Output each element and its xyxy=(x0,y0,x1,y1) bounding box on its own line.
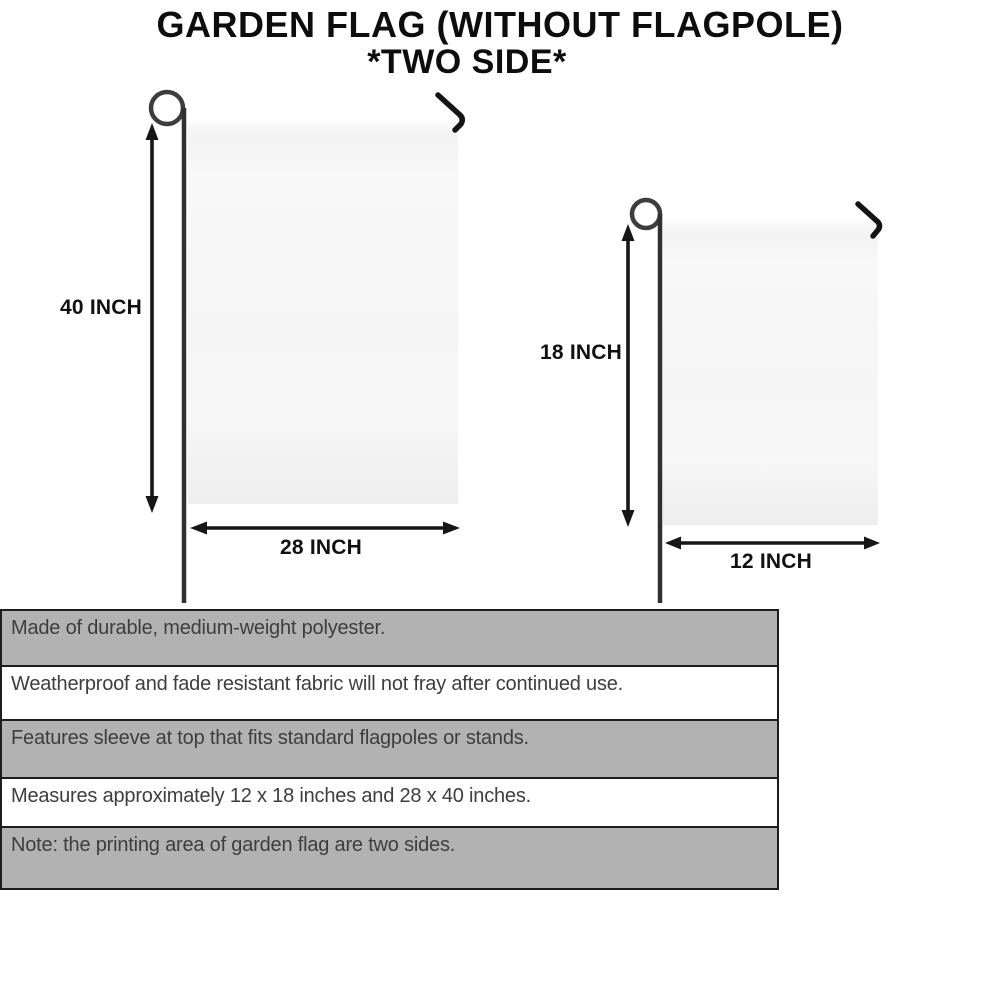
title-line-1: GARDEN FLAG (WITHOUT FLAGPOLE) xyxy=(156,4,844,45)
page-title xyxy=(0,6,1000,80)
small-flag-width-label: 12 INCH xyxy=(730,550,812,573)
large-width-arrow-right-icon xyxy=(443,522,460,535)
large-width-arrow-left-icon xyxy=(190,522,207,535)
title-line-2: *TWO SIDE* xyxy=(367,43,567,81)
small-flag-height-label: 18 INCH xyxy=(540,341,622,364)
spec-row-text: Weatherproof and fade resistant fabric will not fray after continued use. xyxy=(11,673,624,695)
spec-row-text: Measures approximately 12 x 18 inches and 28 x 40 inches. xyxy=(11,785,532,807)
spec-row-note xyxy=(2,826,777,888)
small-pole-loop-icon xyxy=(632,200,660,228)
spec-row-text: Features sleeve at top that fits standard flagpoles or stands. xyxy=(11,727,529,749)
spec-row-text: Note: the printing area of garden flag are two sides. xyxy=(11,834,456,856)
spec-row-material xyxy=(2,611,777,665)
large-flag-width-label: 28 INCH xyxy=(280,536,362,559)
large-flag-preview xyxy=(188,122,458,504)
small-height-arrow-top-icon xyxy=(622,224,635,241)
large-pole-loop-icon xyxy=(151,92,183,124)
spec-row-weatherproof xyxy=(2,665,777,719)
spec-row-measures xyxy=(2,777,777,826)
large-height-arrow-bottom-icon xyxy=(146,496,159,513)
small-height-arrow-bottom-icon xyxy=(622,510,635,527)
small-width-arrow-right-icon xyxy=(864,537,880,550)
small-flag-preview xyxy=(663,221,878,525)
large-flag-height-label: 40 INCH xyxy=(60,296,142,319)
large-height-arrow-top-icon xyxy=(146,123,159,140)
spec-row-text: Made of durable, medium-weight polyester. xyxy=(11,617,386,639)
spec-table xyxy=(0,609,779,890)
spec-row-sleeve xyxy=(2,719,777,777)
small-width-arrow-left-icon xyxy=(665,537,681,550)
